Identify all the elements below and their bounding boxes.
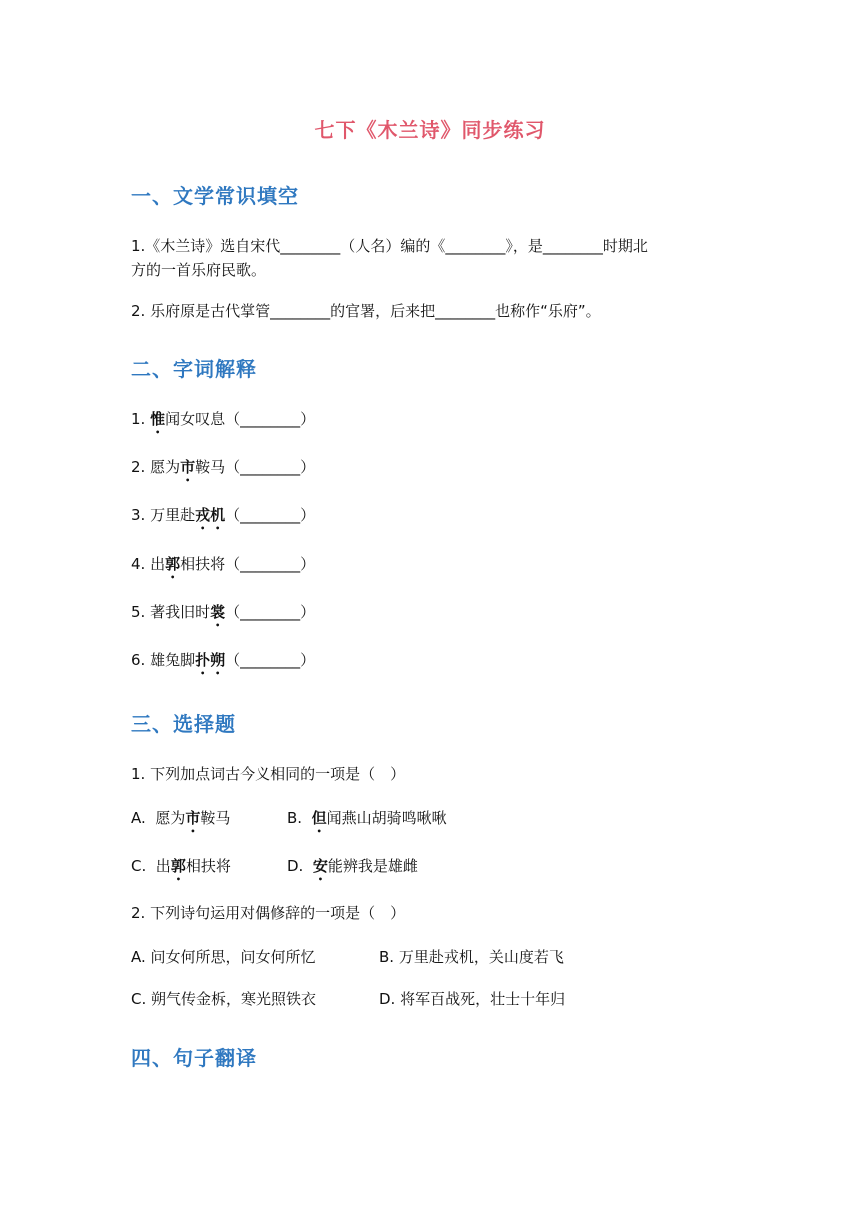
choice-q1-row-ab [131, 807, 447, 836]
option-a: A. 问女何所思，问女何所忆 [131, 948, 316, 966]
section-heading-multiple-choice: 三、选择题 [131, 712, 236, 736]
question-1-2: 2. 乐府原是古代掌管________的官署，后来把________也称作“乐府”。 [131, 302, 601, 320]
vocab-item-6 [131, 649, 315, 678]
choice-q2-row-cd [131, 988, 565, 1010]
vocab-suffix: （________） [225, 651, 316, 669]
vocab-suffix: （________） [225, 506, 316, 524]
vocab-prefix: 5. 著我旧时 [131, 603, 211, 621]
option-a [131, 807, 287, 836]
section-heading-literature: 一、文学常识填空 [131, 184, 299, 208]
vocab-item-5 [131, 601, 315, 630]
vocab-item-1 [131, 408, 315, 437]
vocab-item-4 [131, 553, 315, 582]
vocab-prefix: 3. 万里赴 [131, 506, 196, 524]
option-prefix: 愿为 [155, 809, 186, 827]
vocab-prefix: 4. 出 [131, 555, 166, 573]
dotted-word: 扑朔 [195, 651, 226, 669]
option-suffix: 闻燕山胡骑鸣啾啾 [326, 809, 447, 827]
option-d [287, 855, 418, 884]
dotted-word: 市 [185, 809, 201, 827]
option-label: D. [287, 857, 304, 875]
option-prefix: 出 [155, 857, 171, 875]
option-b: B. 万里赴戎机，关山度若飞 [379, 948, 564, 966]
vocab-prefix: 6. 雄兔脚 [131, 651, 196, 669]
option-c: C. 朔气传金柝，寒光照铁衣 [131, 990, 317, 1008]
option-suffix: 能辨我是雄雌 [327, 857, 418, 875]
dotted-word: 郭 [170, 857, 186, 875]
dotted-word: 惟 [150, 410, 166, 428]
choice-question-2-stem: 2. 下列诗句运用对偶修辞的一项是（ ） [131, 904, 406, 922]
vocab-prefix: 1. [131, 410, 151, 428]
dotted-word: 戎机 [195, 506, 226, 524]
choice-question-1-stem: 1. 下列加点词古今义相同的一项是（ ） [131, 765, 406, 783]
section-heading-vocabulary: 二、字词解释 [131, 357, 257, 381]
option-c [131, 855, 287, 884]
vocab-suffix: 闻女叹息（________） [165, 410, 316, 428]
vocab-suffix: （________） [225, 603, 316, 621]
option-suffix: 鞍马 [200, 809, 231, 827]
choice-q2-row-ab [131, 946, 564, 968]
option-d: D. 将军百战死，壮士十年归 [379, 990, 566, 1008]
option-label: C. [131, 857, 147, 875]
question-1-1-line1: 1.《木兰诗》选自宋代________（人名）编的《________》，是________时期北 [131, 237, 648, 255]
question-1-1-line2: 方的一首乐府民歌。 [131, 261, 267, 279]
vocab-item-3 [131, 504, 315, 533]
option-suffix: 相扶将 [185, 857, 231, 875]
page-title: 七下《木兰诗》同步练习 [314, 118, 546, 142]
choice-q1-row-cd [131, 855, 418, 884]
option-b [287, 807, 447, 836]
option-label: A. [131, 809, 146, 827]
option-label: B. [287, 809, 303, 827]
vocab-suffix: 鞍马（________） [195, 458, 316, 476]
vocab-item-2 [131, 456, 315, 485]
vocab-prefix: 2. 愿为 [131, 458, 181, 476]
dotted-word: 郭 [165, 555, 181, 573]
dotted-word: 但 [311, 809, 327, 827]
dotted-word: 裳 [210, 603, 226, 621]
dotted-word: 市 [180, 458, 196, 476]
section-heading-translation: 四、句子翻译 [131, 1046, 257, 1070]
dotted-word: 安 [312, 857, 328, 875]
vocab-suffix: 相扶将（________） [180, 555, 316, 573]
